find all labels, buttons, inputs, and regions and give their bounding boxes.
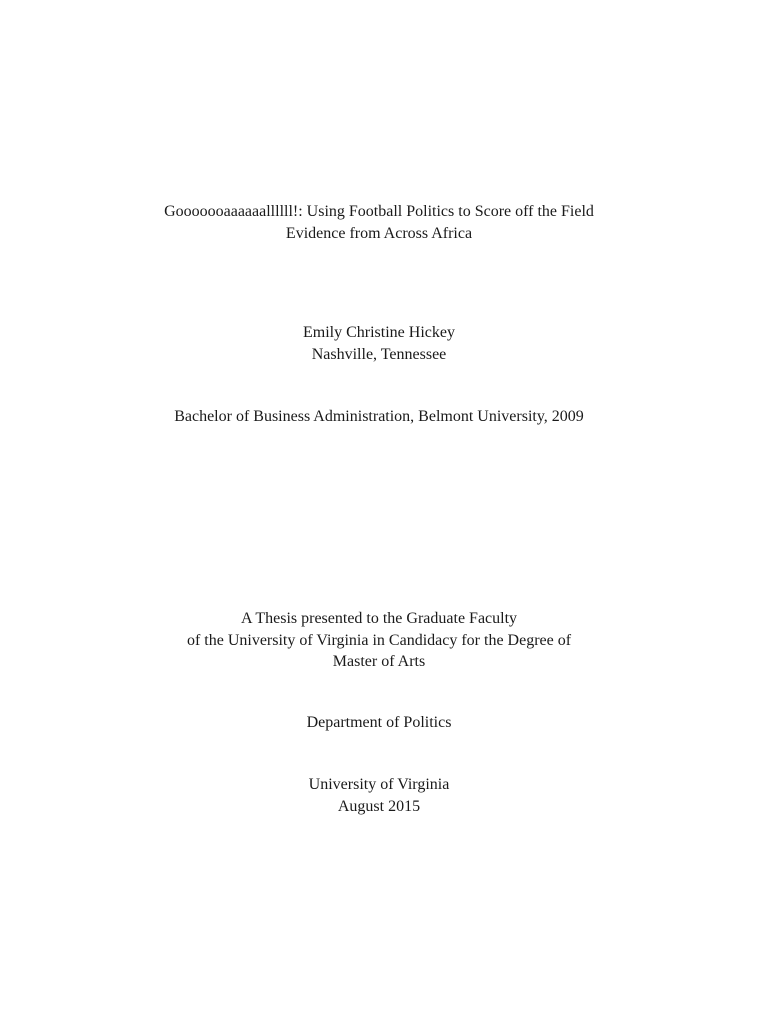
thesis-statement-line-1: A Thesis presented to the Graduate Faculty	[240, 610, 518, 627]
university-name: University of Virginia	[308, 776, 450, 793]
thesis-title-line-1: Gooooooaaaaaallllll!: Using Football Politics to Score off the Field	[164, 203, 594, 220]
submission-date: August 2015	[337, 798, 421, 815]
department-name: Department of Politics	[306, 714, 452, 731]
author-name: Emily Christine Hickey	[303, 324, 455, 341]
thesis-statement-line-2: of the University of Virginia in Candidacy for the Degree of	[186, 632, 572, 649]
prior-degree: Bachelor of Business Administration, Belmont University, 2009	[174, 408, 584, 425]
thesis-title-line-2: Evidence from Across Africa	[285, 225, 473, 242]
author-location: Nashville, Tennessee	[311, 346, 447, 363]
degree-name: Master of Arts	[332, 653, 426, 670]
